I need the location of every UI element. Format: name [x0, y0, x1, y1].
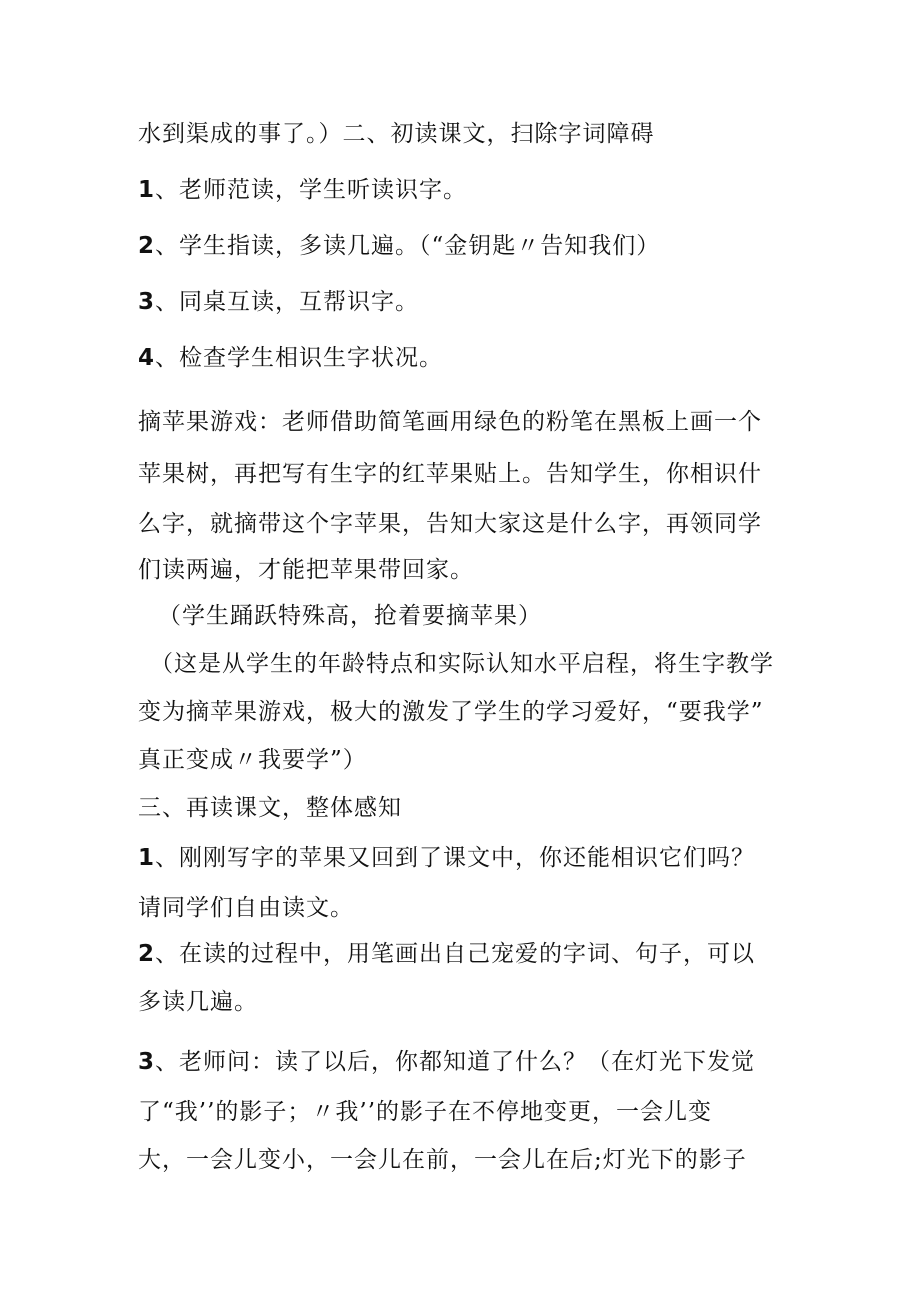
item-number: 1	[138, 845, 156, 871]
numbered-item	[138, 938, 755, 970]
item-text: 、刚刚写字的苹果又回到了课文中，你还能相识它们吗？	[155, 845, 756, 871]
text-line	[138, 1096, 712, 1128]
text-line	[138, 744, 367, 776]
line-text: 大，一会儿变小，一会儿在前，一会儿在后;灯光下的影子	[138, 1147, 747, 1173]
line-text: 变为摘苹果游戏，极大的激发了学生的学习爱好，“要我学”	[138, 699, 764, 725]
numbered-item	[138, 174, 467, 206]
item-number: 4	[138, 345, 156, 371]
text-line	[150, 648, 774, 680]
text-line	[138, 696, 764, 728]
line-text: 多读几遍。	[138, 989, 258, 1015]
text-line	[138, 554, 474, 586]
text-line	[138, 458, 762, 490]
item-number: 2	[138, 233, 156, 259]
text-line	[138, 118, 655, 150]
line-text: （这是从学生的年龄特点和实际认知水平启程，将生字教学	[150, 651, 774, 677]
text-line	[138, 1144, 747, 1176]
numbered-item	[138, 342, 443, 374]
numbered-item	[138, 842, 755, 874]
line-text: 水到渠成的事了。）二、初读课文，扫除字词障碍	[138, 121, 655, 147]
numbered-item	[138, 1046, 755, 1078]
heading-text: 三、再读课文，整体感知	[138, 795, 402, 821]
numbered-item	[138, 286, 419, 318]
item-text: 、在读的过程中，用笔画出自己宠爱的字词、句子，可以	[155, 941, 756, 967]
item-text: 、检查学生相识生字状况。	[155, 345, 444, 371]
text-line	[138, 892, 354, 924]
item-number: 3	[138, 289, 156, 315]
item-number: 3	[138, 1049, 156, 1075]
numbered-item	[138, 230, 660, 262]
line-text: 了“我’’的影子；〃我’’的影子在不停地变更，一会儿变	[138, 1099, 713, 1125]
text-line	[138, 508, 762, 540]
item-number: 2	[138, 941, 156, 967]
text-line	[138, 986, 258, 1018]
item-text: 、老师问：读了以后，你都知道了什么？（在灯光下发觉	[155, 1049, 756, 1075]
text-line	[158, 600, 542, 632]
item-number: 1	[138, 177, 156, 203]
line-text: 苹果树，再把写有生字的红苹果贴上。告知学生，你相识什	[138, 461, 762, 487]
line-text: 么字，就摘带这个字苹果，告知大家这是什么字，再领同学	[138, 511, 762, 537]
item-text: 、学生指读，多读几遍。（“金钥匙〃告知我们）	[155, 233, 661, 259]
line-text: 们读两遍，才能把苹果带回家。	[138, 557, 474, 583]
line-text: 请同学们自由读文。	[138, 895, 354, 921]
line-text: （学生踊跃特殊高，抢着要摘苹果）	[158, 603, 542, 629]
line-text: 摘苹果游戏：老师借助简笔画用绿色的粉笔在黑板上画一个	[138, 409, 762, 435]
line-text: 真正变成〃我要学”）	[138, 747, 367, 773]
item-text: 、老师范读，学生听读识字。	[155, 177, 468, 203]
item-text: 、同桌互读，互帮识字。	[155, 289, 420, 315]
section-heading	[138, 792, 402, 824]
text-line	[138, 406, 762, 438]
